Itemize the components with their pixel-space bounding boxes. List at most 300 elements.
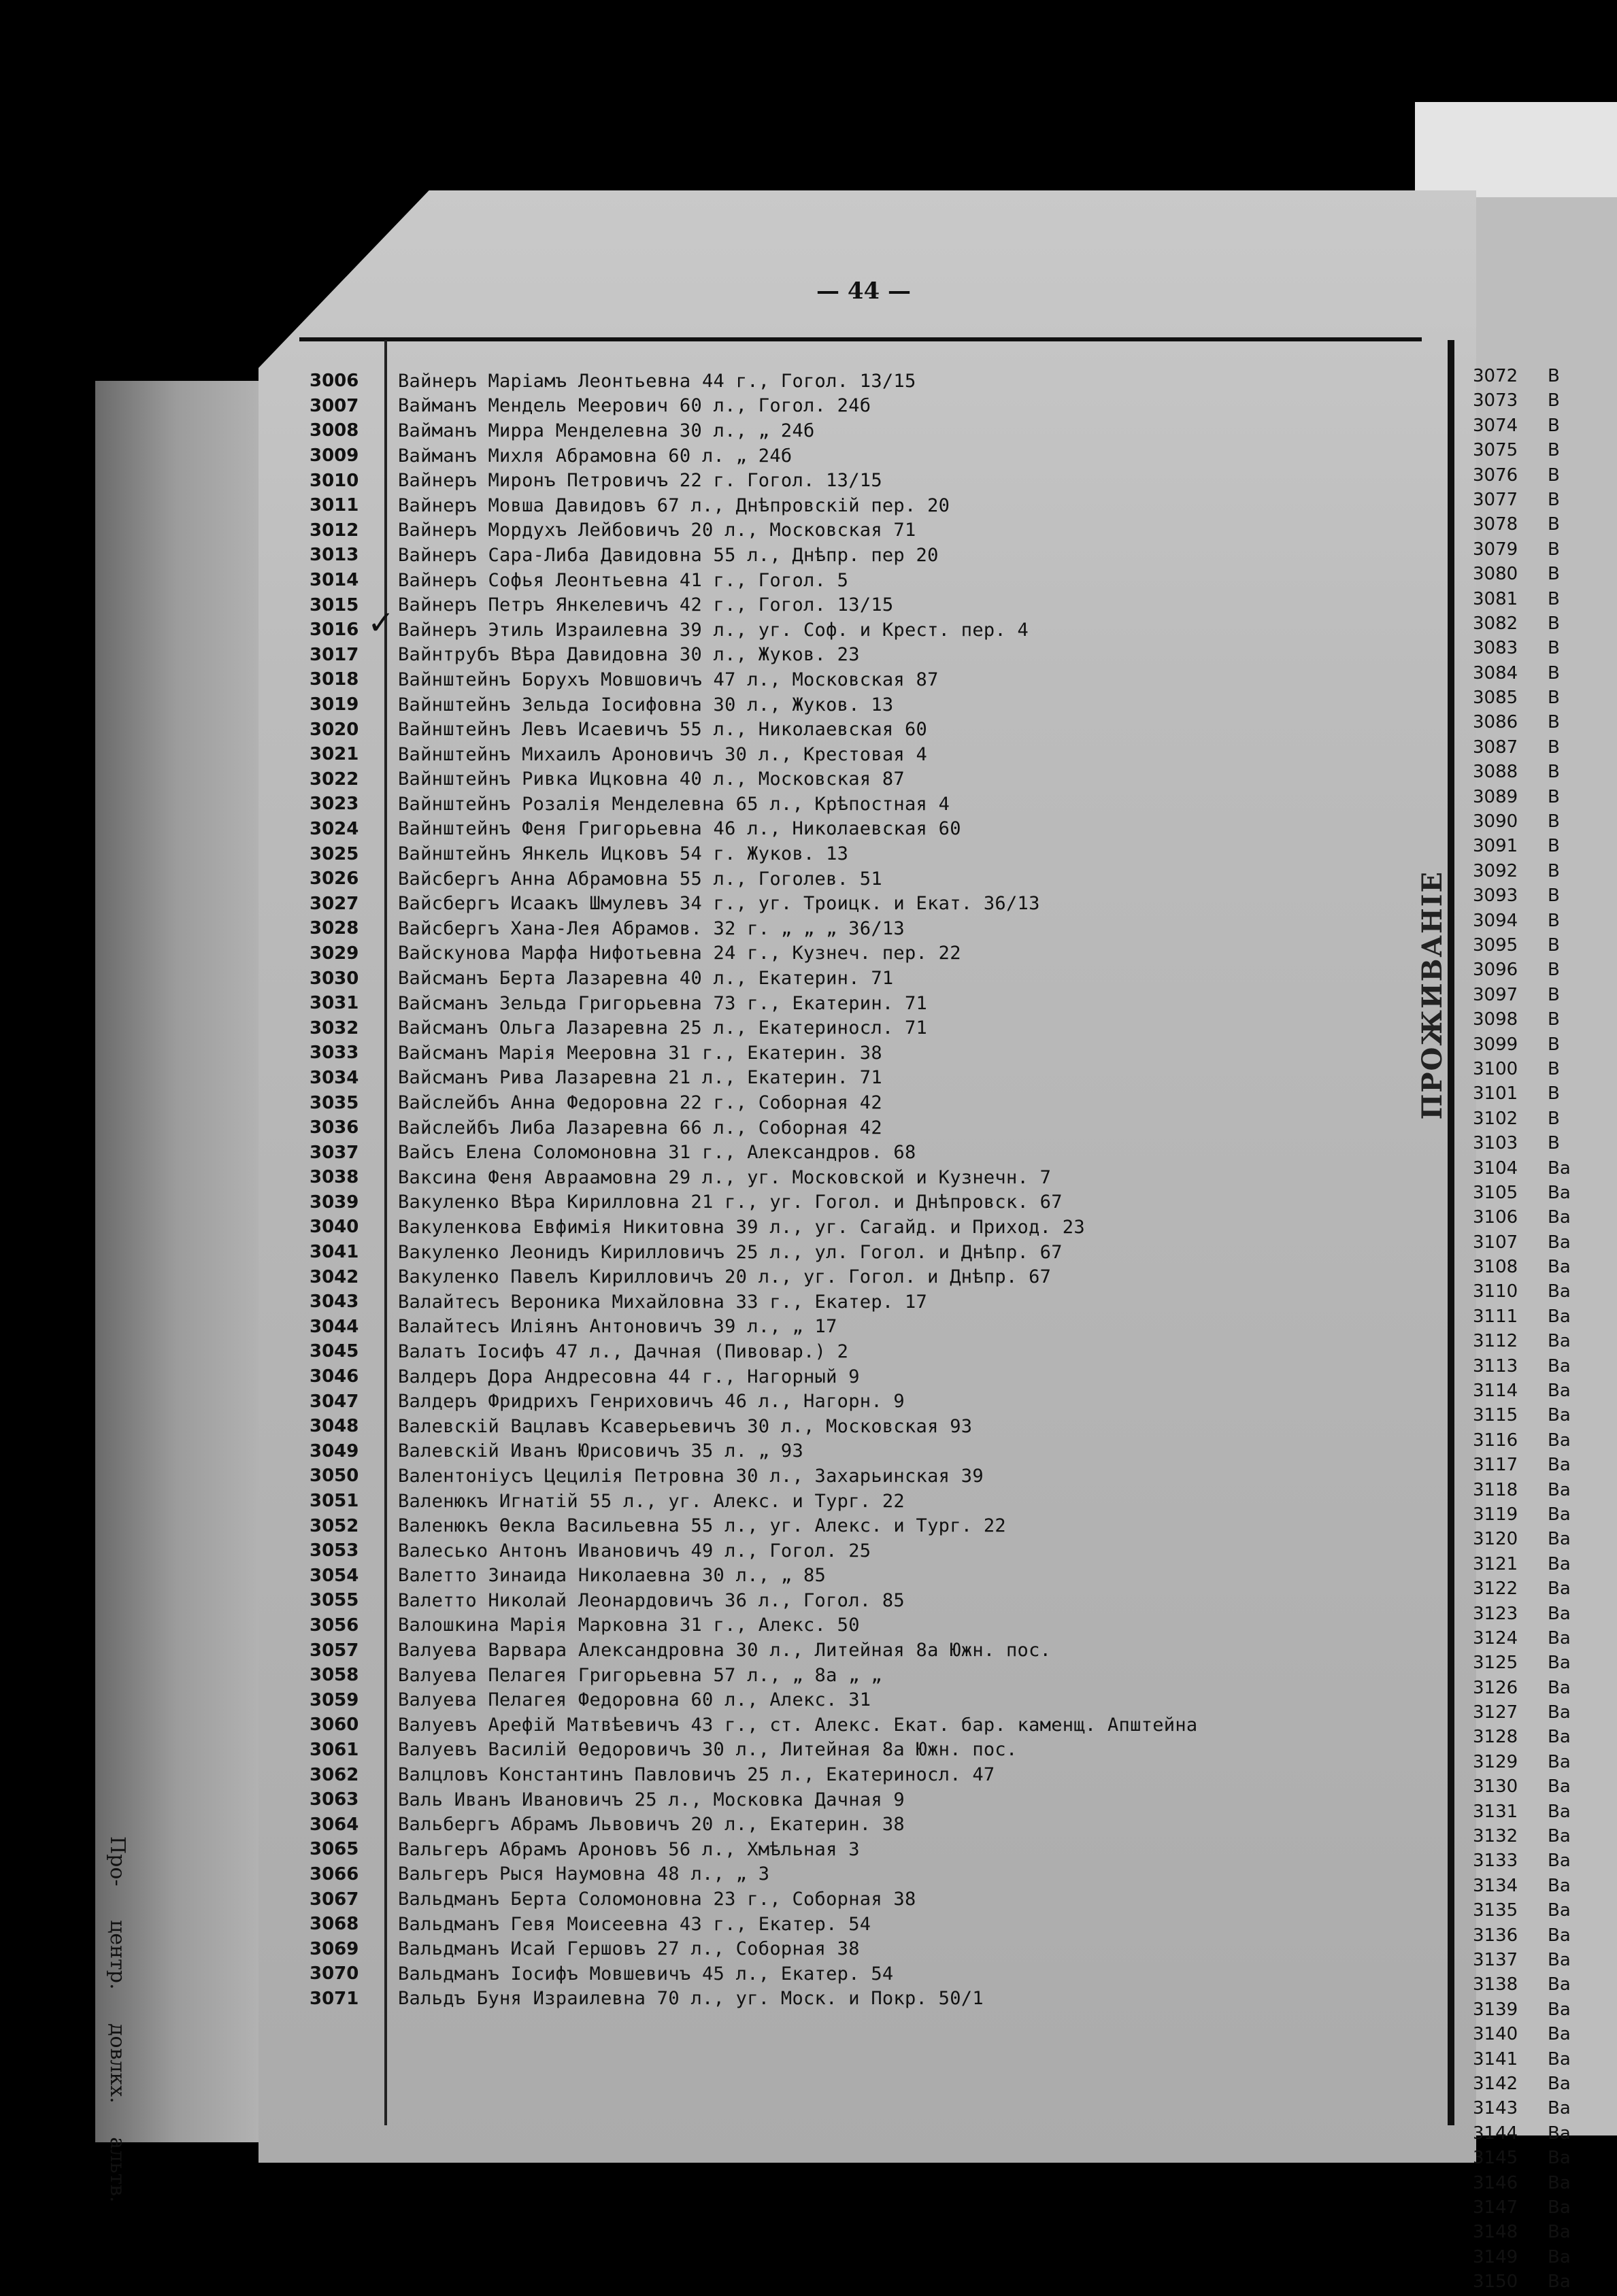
strip-item xyxy=(1473,1430,1571,1455)
strip-number: 3131 xyxy=(1473,1801,1518,1822)
entry-text: Валошкина Марія Марковна 31 г., Алекс. 50 xyxy=(398,1615,860,1636)
entry-number: 3040 xyxy=(310,1217,359,1238)
strip-item xyxy=(1473,712,1571,737)
entry-text: Вайнштейнъ Янкель Ицковъ 54 г. Жуков. 13 xyxy=(398,843,849,865)
entry-number: 3046 xyxy=(310,1366,359,1387)
entry-text: Валцловъ Константинъ Павловичъ 25 л., Екатериносл. 47 xyxy=(398,1764,995,1786)
entry-number: 3036 xyxy=(310,1117,359,1138)
strip-number: 3117 xyxy=(1473,1455,1518,1476)
sliver-word: центр. xyxy=(105,1920,129,1990)
strip-item xyxy=(1473,836,1571,860)
entry-text: Вальдманъ Гевя Моисеевна 43 г., Екатер. 54 xyxy=(398,1913,871,1935)
strip-item xyxy=(1473,390,1571,415)
list-item xyxy=(310,916,1197,941)
list-item xyxy=(310,1339,1197,1364)
strip-number: 3126 xyxy=(1473,1677,1518,1698)
entry-text: Валевскій Вацлавъ Ксаверьевичъ 30 л., Московская 93 xyxy=(398,1415,973,1437)
strip-item xyxy=(1473,1405,1571,1430)
entry-number: 3009 xyxy=(310,445,359,467)
list-item xyxy=(310,1961,1197,1987)
strip-item xyxy=(1473,1257,1571,1281)
strip-item xyxy=(1473,985,1571,1009)
strip-text: Ва xyxy=(1548,1653,1571,1674)
strip-item xyxy=(1473,2098,1571,2123)
strip-number: 3116 xyxy=(1473,1430,1518,1451)
list-item xyxy=(310,1489,1197,1514)
list-item xyxy=(310,1464,1197,1489)
strip-number: 3132 xyxy=(1473,1826,1518,1847)
list-item xyxy=(310,369,1197,394)
strip-number: 3092 xyxy=(1473,860,1518,881)
strip-text: В xyxy=(1548,910,1560,931)
entry-text: Валь Иванъ Ивановичъ 25 л., Московка Дачная 9 xyxy=(398,1789,905,1810)
strip-number: 3101 xyxy=(1473,1083,1518,1104)
strip-item xyxy=(1473,762,1571,786)
strip-item xyxy=(1473,1900,1571,1925)
strip-item xyxy=(1473,737,1571,762)
strip-number: 3136 xyxy=(1473,1925,1518,1946)
strip-text: Ва xyxy=(1548,1455,1571,1476)
list-item xyxy=(310,1862,1197,1887)
list-item xyxy=(310,394,1197,419)
list-item xyxy=(310,1787,1197,1812)
strip-item xyxy=(1473,935,1571,960)
entry-text: Валуева Варвара Александровна 30 л., Литейная 8а Южн. пос. xyxy=(398,1640,1052,1661)
entry-number: 3007 xyxy=(310,395,359,416)
entry-number: 3032 xyxy=(310,1017,359,1039)
entry-text: Вайсманъ Рива Лазаревна 21 л., Екатерин. 71 xyxy=(398,1067,882,1089)
entry-number: 3030 xyxy=(310,968,359,989)
strip-text: Ва xyxy=(1548,1578,1571,1600)
strip-text: В xyxy=(1548,662,1560,683)
strip-item xyxy=(1473,1776,1571,1801)
entry-number: 3020 xyxy=(310,719,359,740)
strip-text: Ва xyxy=(1548,1776,1571,1797)
entry-number: 3042 xyxy=(310,1266,359,1287)
strip-text: В xyxy=(1548,860,1560,881)
strip-number: 3120 xyxy=(1473,1529,1518,1550)
strip-number: 3145 xyxy=(1473,2148,1518,2169)
list-item xyxy=(310,966,1197,991)
strip-text: Ва xyxy=(1548,1430,1571,1451)
strip-number: 3110 xyxy=(1473,1281,1518,1302)
strip-text: Ва xyxy=(1548,1306,1571,1327)
right-column-rule xyxy=(1448,340,1454,2125)
list-item xyxy=(310,1115,1197,1141)
strip-item xyxy=(1473,1826,1571,1851)
strip-number: 3093 xyxy=(1473,885,1518,907)
entry-text: Валевскій Иванъ Юрисовичъ 35 л. „ 93 xyxy=(398,1440,803,1462)
strip-item xyxy=(1473,2049,1571,2074)
list-item xyxy=(310,1712,1197,1738)
entry-text: Валуева Пелагея Федоровна 60 л., Алекс. 31 xyxy=(398,1689,871,1711)
entry-text: Вайсбергъ Анна Абрамовна 55 л., Гоголев. 51 xyxy=(398,868,882,890)
strip-number: 3115 xyxy=(1473,1405,1518,1426)
strip-number: 3146 xyxy=(1473,2172,1518,2193)
strip-item xyxy=(1473,1109,1571,1133)
check-mark-icon: ✓ xyxy=(367,604,395,642)
list-item xyxy=(310,1936,1197,1961)
entry-number: 3067 xyxy=(310,1889,359,1910)
entry-text: Вакуленкова Евфимія Никитовна 39 л., уг. Сагайд. и Приход. 23 xyxy=(398,1216,1085,1238)
list-item xyxy=(310,866,1197,892)
entry-text: Вакуленко Павелъ Кирилловичъ 20 л., уг. Гогол. и Днѣпр. 67 xyxy=(398,1266,1052,1288)
entry-number: 3041 xyxy=(310,1242,359,1263)
strip-number: 3114 xyxy=(1473,1381,1518,1402)
list-item xyxy=(310,1513,1197,1538)
strip-item xyxy=(1473,1059,1571,1083)
strip-text: В xyxy=(1548,712,1560,733)
entry-text: Валетто Николай Леонардовичъ 36 л., Гогол. 85 xyxy=(398,1589,905,1611)
strip-number: 3111 xyxy=(1473,1306,1518,1327)
strip-item xyxy=(1473,1183,1571,1207)
entry-text: Вайнеръ Мордухъ Лейбовичъ 20 л., Московская 71 xyxy=(398,520,916,541)
entry-text: Вальгеръ Рыся Наумовна 48 л., „ 3 xyxy=(398,1863,770,1885)
strip-text: Ва xyxy=(1548,1875,1571,1896)
strip-text: Ва xyxy=(1548,1529,1571,1550)
strip-text: В xyxy=(1548,836,1560,857)
strip-text: Ва xyxy=(1548,2098,1571,2119)
entry-number: 3061 xyxy=(310,1739,359,1760)
entry-text: Вайнтрубъ Вѣра Давидовна 30 л., Жуков. 23 xyxy=(398,644,860,666)
strip-item xyxy=(1473,1554,1571,1578)
entry-number: 3026 xyxy=(310,868,359,890)
strip-number: 3100 xyxy=(1473,1058,1518,1079)
strip-item xyxy=(1473,1974,1571,1999)
strip-text: Ва xyxy=(1548,1182,1571,1203)
strip-item xyxy=(1473,1702,1571,1727)
entry-text: Вайсъ Елена Соломоновна 31 г., Александров. 68 xyxy=(398,1142,916,1164)
strip-item xyxy=(1473,1133,1571,1158)
list-item xyxy=(310,1663,1197,1688)
entry-text: Вайнеръ Миронъ Петровичъ 22 г. Гогол. 13/15 xyxy=(398,470,882,492)
strip-item xyxy=(1473,1851,1571,1875)
strip-number: 3079 xyxy=(1473,539,1518,560)
strip-item xyxy=(1473,2197,1571,2222)
strip-number: 3072 xyxy=(1473,366,1518,386)
strip-number: 3086 xyxy=(1473,712,1518,733)
entry-number: 3054 xyxy=(310,1565,359,1586)
entry-text: Вайсманъ Зельда Григорьевна 73 г., Екатерин. 71 xyxy=(398,992,928,1014)
strip-number: 3095 xyxy=(1473,934,1518,956)
entry-number: 3027 xyxy=(310,893,359,914)
strip-text: Ва xyxy=(1548,1381,1571,1402)
strip-number: 3094 xyxy=(1473,910,1518,931)
entry-number: 3052 xyxy=(310,1515,359,1536)
header-rule xyxy=(299,337,1422,341)
list-item xyxy=(310,1190,1197,1215)
strip-item xyxy=(1473,1331,1571,1355)
strip-text: Ва xyxy=(1548,2073,1571,2094)
entry-number: 3019 xyxy=(310,694,359,715)
strip-text: Ва xyxy=(1548,1801,1571,1822)
entry-number: 3043 xyxy=(310,1292,359,1313)
strip-item xyxy=(1473,1678,1571,1702)
entry-text: Ваксина Феня Авраамовна 29 л., уг. Московской и Кузнечн. 7 xyxy=(398,1166,1052,1188)
strip-item xyxy=(1473,811,1571,836)
strip-number: 3124 xyxy=(1473,1627,1518,1649)
entry-text: Валуева Пелагея Григорьевна 57 л., „ 8а „ „ xyxy=(398,1664,882,1686)
strip-item xyxy=(1473,911,1571,935)
strip-number: 3102 xyxy=(1473,1108,1518,1129)
strip-number: 3107 xyxy=(1473,1232,1518,1253)
strip-item xyxy=(1473,1999,1571,2024)
list-item xyxy=(310,1165,1197,1190)
strip-item xyxy=(1473,2272,1571,2296)
list-item xyxy=(310,1912,1197,1937)
strip-number: 3147 xyxy=(1473,2197,1518,2218)
strip-number: 3122 xyxy=(1473,1578,1518,1600)
strip-item xyxy=(1473,1009,1571,1034)
entry-number: 3008 xyxy=(310,420,359,441)
list-item xyxy=(310,468,1197,493)
strip-item xyxy=(1473,885,1571,910)
strip-item xyxy=(1473,1207,1571,1232)
strip-number: 3123 xyxy=(1473,1603,1518,1624)
list-item xyxy=(310,1240,1197,1265)
entry-number: 3059 xyxy=(310,1689,359,1710)
strip-number: 3149 xyxy=(1473,2246,1518,2267)
entry-number: 3010 xyxy=(310,470,359,491)
list-item xyxy=(310,1015,1197,1041)
strip-text: Ва xyxy=(1548,1331,1571,1352)
entry-text: Вайсбергъ Исаакъ Шмулевъ 34 г., уг. Троицк. и Екат. 36/13 xyxy=(398,893,1040,915)
strip-text: В xyxy=(1548,1133,1560,1154)
strip-item xyxy=(1473,1950,1571,1974)
entry-text: Валуевъ Василій Ѳедоровичъ 30 л., Литейная 8а Южн. пос. xyxy=(398,1739,1018,1761)
strip-text: Ва xyxy=(1548,1900,1571,1921)
strip-text: В xyxy=(1548,564,1560,585)
strip-text: Ва xyxy=(1548,2172,1571,2193)
strip-number: 3125 xyxy=(1473,1653,1518,1674)
strip-text: В xyxy=(1548,613,1560,634)
strip-item xyxy=(1473,440,1571,465)
strip-number: 3113 xyxy=(1473,1355,1518,1377)
list-item xyxy=(310,1987,1197,2012)
strip-number: 3090 xyxy=(1473,811,1518,832)
strip-text: Ва xyxy=(1548,1281,1571,1302)
list-item xyxy=(310,1638,1197,1663)
list-item xyxy=(310,1887,1197,1912)
entry-text: Вайнштейнъ Борухъ Мовшовичъ 47 л., Московская 87 xyxy=(398,669,939,690)
entry-text: Вальдъ Буня Израилевна 70 л., уг. Моск. и Покр. 50/1 xyxy=(398,1988,984,2010)
entry-number: 3071 xyxy=(310,1988,359,2009)
list-item xyxy=(310,643,1197,668)
strip-text: Ва xyxy=(1548,2148,1571,2169)
strip-text: Ва xyxy=(1548,1727,1571,1748)
strip-item xyxy=(1473,1232,1571,1257)
list-item xyxy=(310,1215,1197,1240)
strip-item xyxy=(1473,861,1571,885)
list-item xyxy=(310,543,1197,568)
strip-text: Ва xyxy=(1548,1751,1571,1772)
list-item xyxy=(310,792,1197,817)
strip-text: Ва xyxy=(1548,1603,1571,1624)
strip-number: 3143 xyxy=(1473,2098,1518,2119)
list-item xyxy=(310,1315,1197,1340)
strip-text: В xyxy=(1548,489,1560,510)
list-item xyxy=(310,1066,1197,1091)
entry-text: Вальдманъ Исай Гершовъ 27 л., Соборная 38 xyxy=(398,1938,860,1960)
strip-text: Ва xyxy=(1548,1999,1571,2020)
list-item xyxy=(310,1041,1197,1066)
list-item xyxy=(310,817,1197,842)
entry-number: 3051 xyxy=(310,1491,359,1512)
strip-item xyxy=(1473,2074,1571,2098)
entry-number: 3035 xyxy=(310,1092,359,1113)
strip-text: В xyxy=(1548,638,1560,659)
strip-item xyxy=(1473,1925,1571,1950)
strip-number: 3142 xyxy=(1473,2073,1518,2094)
strip-number: 3150 xyxy=(1473,2272,1518,2293)
entry-number: 3048 xyxy=(310,1416,359,1437)
entry-number: 3015 xyxy=(310,594,359,615)
list-item xyxy=(310,941,1197,966)
strip-number: 3099 xyxy=(1473,1034,1518,1055)
list-item xyxy=(310,692,1197,718)
strip-text: В xyxy=(1548,786,1560,807)
entry-number: 3045 xyxy=(310,1341,359,1362)
strip-text: В xyxy=(1548,465,1560,486)
entry-number: 3025 xyxy=(310,843,359,864)
strip-text: В xyxy=(1548,1108,1560,1129)
strip-number: 3103 xyxy=(1473,1133,1518,1154)
sliver-word: Про- xyxy=(105,1836,129,1887)
strip-item xyxy=(1473,1306,1571,1331)
entry-number: 3064 xyxy=(310,1814,359,1835)
entry-number: 3011 xyxy=(310,495,359,516)
strip-text: В xyxy=(1548,366,1560,386)
entry-number: 3068 xyxy=(310,1914,359,1935)
entry-text: Вайнеръ Петръ Янкелевичъ 42 г., Гогол. 13/15 xyxy=(398,594,894,616)
list-item xyxy=(310,568,1197,593)
list-item xyxy=(310,1588,1197,1613)
sliver-text xyxy=(105,1836,129,2203)
entry-number: 3063 xyxy=(310,1789,359,1810)
strip-number: 3139 xyxy=(1473,1999,1518,2020)
strip-text: В xyxy=(1548,737,1560,758)
strip-text: В xyxy=(1548,984,1560,1005)
entry-text: Вальдманъ Берта Соломоновна 23 г., Соборная 38 xyxy=(398,1889,916,1910)
strip-text: Ва xyxy=(1548,2123,1571,2144)
strip-number: 3096 xyxy=(1473,960,1518,981)
entry-number: 3037 xyxy=(310,1142,359,1163)
strip-item xyxy=(1473,1356,1571,1381)
strip-item xyxy=(1473,1158,1571,1183)
list-item xyxy=(310,991,1197,1016)
entry-number: 3018 xyxy=(310,669,359,690)
strip-number: 3141 xyxy=(1473,2048,1518,2070)
list-item xyxy=(310,518,1197,543)
strip-item xyxy=(1473,564,1571,588)
list-item xyxy=(310,717,1197,742)
list-item xyxy=(310,1090,1197,1115)
strip-item xyxy=(1473,2247,1571,2272)
entry-text: Вайсманъ Ольга Лазаревна 25 л., Екатериносл. 71 xyxy=(398,1017,928,1039)
strip-text: В xyxy=(1548,762,1560,783)
strip-number: 3130 xyxy=(1473,1776,1518,1797)
list-item xyxy=(310,767,1197,792)
entry-text: Вакуленко Вѣра Кирилловна 21 г., уг. Гогол. и Днѣпровск. 67 xyxy=(398,1192,1063,1213)
strip-text: Ва xyxy=(1548,1851,1571,1872)
entry-text: Вайсманъ Марія Мееровна 31 г., Екатерин. 38 xyxy=(398,1042,882,1064)
sliver-word: довлкх. xyxy=(105,2023,129,2104)
strip-number: 3087 xyxy=(1473,737,1518,758)
strip-number: 3080 xyxy=(1473,564,1518,585)
strip-text: В xyxy=(1548,1034,1560,1055)
entry-number: 3039 xyxy=(310,1192,359,1213)
entry-text: Вайслейбъ Либа Лазаревна 66 л., Соборная 42 xyxy=(398,1117,882,1138)
strip-text: Ва xyxy=(1548,1974,1571,1995)
entry-number: 3053 xyxy=(310,1540,359,1561)
strip-item xyxy=(1473,1628,1571,1653)
strip-item xyxy=(1473,1529,1571,1553)
strip-item xyxy=(1473,1727,1571,1751)
strip-text: В xyxy=(1548,1009,1560,1030)
strip-item xyxy=(1473,514,1571,539)
entry-number: 3014 xyxy=(310,570,359,591)
strip-number: 3144 xyxy=(1473,2123,1518,2144)
strip-item xyxy=(1473,638,1571,662)
entry-number: 3022 xyxy=(310,769,359,790)
page-number: — 44 — xyxy=(816,277,911,305)
list-item xyxy=(310,1364,1197,1389)
strip-number: 3083 xyxy=(1473,638,1518,659)
entry-text: Вайнштейнъ Михаилъ Ароновичъ 30 л., Крестовая 4 xyxy=(398,743,928,765)
strip-text: В xyxy=(1548,415,1560,436)
strip-item xyxy=(1473,1578,1571,1603)
strip-number: 3137 xyxy=(1473,1950,1518,1970)
entry-number: 3021 xyxy=(310,744,359,765)
entry-text: Вайнеръ Софья Леонтьевна 41 г., Гогол. 5 xyxy=(398,569,849,591)
strip-number: 3148 xyxy=(1473,2222,1518,2243)
entry-text: Валуевъ Арефій Матвѣевичъ 43 г., ст. Алекс. Екат. бар. каменщ. Апштейна xyxy=(398,1714,1198,1736)
strip-item xyxy=(1473,589,1571,613)
strip-text: Ва xyxy=(1548,2246,1571,2267)
list-item xyxy=(310,1439,1197,1464)
entry-number: 3056 xyxy=(310,1615,359,1636)
strip-item xyxy=(1473,2148,1571,2172)
strip-text: Ва xyxy=(1548,1553,1571,1574)
strip-number: 3074 xyxy=(1473,415,1518,436)
entry-number: 3023 xyxy=(310,794,359,815)
entry-number: 3024 xyxy=(310,818,359,839)
entry-text: Валесько Антонъ Ивановичъ 49 л., Гогол. 25 xyxy=(398,1540,871,1561)
page-corner-background xyxy=(1415,102,1617,197)
list-item xyxy=(310,418,1197,443)
strip-text: В xyxy=(1548,960,1560,981)
entry-text: Вайманъ Мирра Менделевна 30 л., „ 24б xyxy=(398,420,815,441)
strip-text: Ва xyxy=(1548,1702,1571,1723)
strip-number: 3078 xyxy=(1473,514,1518,535)
strip-text: Ва xyxy=(1548,1826,1571,1847)
strip-text: В xyxy=(1548,588,1560,609)
strip-number: 3089 xyxy=(1473,786,1518,807)
strip-item xyxy=(1473,1083,1571,1108)
strip-text: Ва xyxy=(1548,1158,1571,1179)
strip-text: В xyxy=(1548,539,1560,560)
vertical-heading: ПРОЖИВАНІЕ xyxy=(1416,871,1448,1120)
list-item xyxy=(310,618,1197,643)
strip-item xyxy=(1473,1281,1571,1306)
strip-text: В xyxy=(1548,1058,1560,1079)
strip-number: 3088 xyxy=(1473,762,1518,783)
strip-text: Ва xyxy=(1548,1950,1571,1970)
list-item xyxy=(310,1289,1197,1315)
entry-number: 3057 xyxy=(310,1640,359,1661)
entry-number: 3069 xyxy=(310,1938,359,1959)
entry-number: 3044 xyxy=(310,1316,359,1337)
